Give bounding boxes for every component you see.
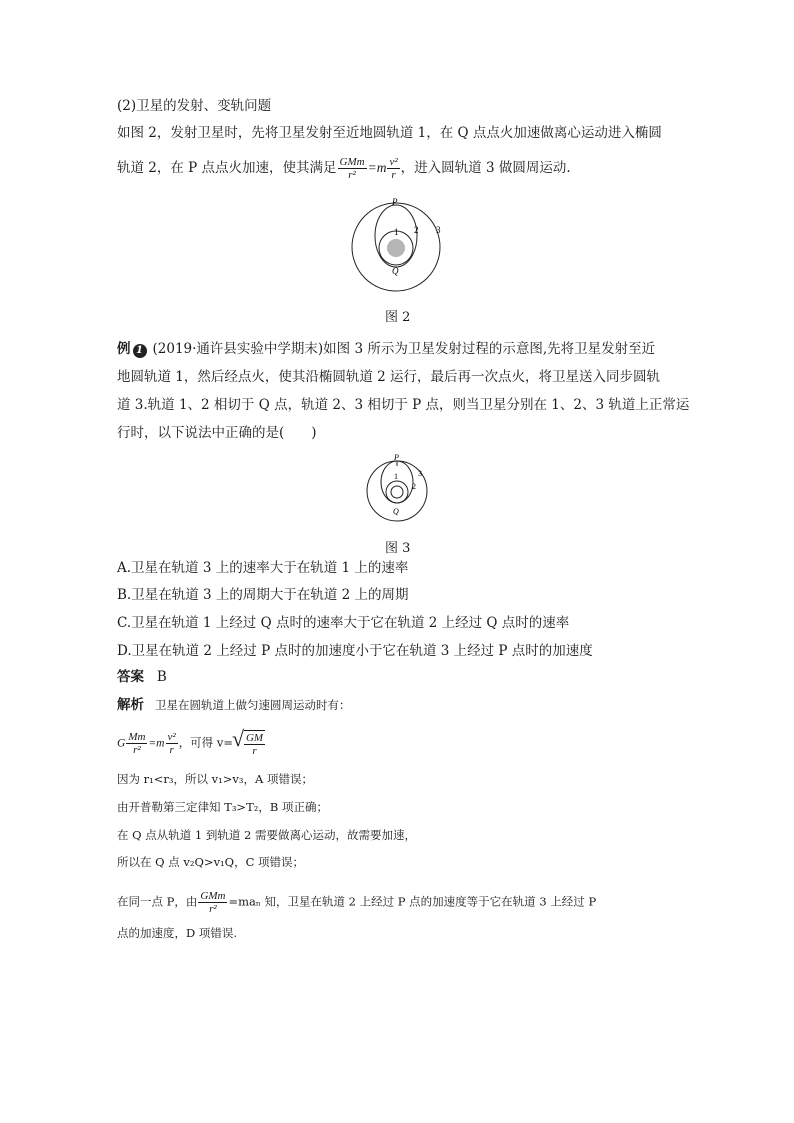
label-Q: Q <box>393 507 399 516</box>
label-1: 1 <box>394 227 399 237</box>
fraction-gmm-r2 <box>198 890 227 915</box>
example-line-2: 地圆轨道 1，然后经点火，使其沿椭圆轨道 2 运行，最后再一次点火，将卫星送入同步圆轨 <box>117 369 661 385</box>
example-number-badge: 1 <box>133 344 147 358</box>
intro-line-2 <box>117 156 571 181</box>
eq-mid: ，可得 v= <box>178 735 233 750</box>
frac-denominator: r <box>169 744 174 756</box>
fraction-v2-r <box>166 731 178 756</box>
label-1: 1 <box>394 472 398 481</box>
example-label: 例 <box>117 341 131 357</box>
section-title: (2)卫星的发射、变轨问题 <box>117 98 272 114</box>
intro-line-1: 如图 2，发射卫星时，先将卫星发射至近地圆轨道 1，在 Q 点点火加速做离心运动进入椭圆 <box>117 125 662 141</box>
analysis-line-7 <box>117 890 596 915</box>
eq-m: =m <box>148 737 165 750</box>
label-3: 3 <box>418 469 422 478</box>
label-P: P <box>394 453 399 462</box>
label-2: 2 <box>414 225 419 235</box>
fraction-mm-r2 <box>126 731 147 756</box>
fraction-v2-r <box>387 156 399 181</box>
answer <box>117 671 167 685</box>
example-line-4: 行时，以下说法中正确的是( ) <box>117 425 317 441</box>
eq-m: =m <box>367 160 387 175</box>
frac-numerator: GMm <box>200 890 226 902</box>
option-c: C.卫星在轨道 1 上经过 Q 点时的速率大于它在轨道 2 上经过 Q 点时的速率 <box>117 615 570 631</box>
analysis-line-7-text: 在同一点 P，由 <box>117 894 198 909</box>
option-d: D.卫星在轨道 2 上经过 P 点时的加速度小于它在轨道 3 上经过 P 点时的加速度 <box>117 643 593 659</box>
eq-G: G <box>117 737 126 750</box>
frac-numerator: GMm <box>339 156 365 168</box>
frac-numerator: v² <box>167 731 176 743</box>
label-2: 2 <box>412 482 416 491</box>
intro-line-2-text: 轨道 2，在 P 点点火加速，使其满足 <box>117 160 337 176</box>
frac-denominator: r² <box>209 903 217 915</box>
figure-2-diagram <box>345 195 455 295</box>
orbit-2-ellipse <box>381 461 413 503</box>
label-Q: Q <box>392 266 399 276</box>
option-b: B.卫星在轨道 3 上的周期大于在轨道 2 上的周期 <box>117 587 409 603</box>
analysis-equation <box>117 730 266 757</box>
analysis-line-7-eq: =maₙ 知，卫星在轨道 2 上经过 P 点的加速度等于它在轨道 3 上经过 P <box>228 894 597 909</box>
frac-numerator: v² <box>389 156 398 168</box>
frac-denominator: r <box>391 169 396 181</box>
analysis-line-3: 因为 r₁<r₃，所以 v₁>v₃，A 项错误； <box>117 772 313 786</box>
frac-numerator: √ GM <box>245 732 264 744</box>
figure-2-caption: 图 2 <box>385 310 411 325</box>
analysis-text: 卫星在圆轨道上做匀速圆周运动时有： <box>154 698 351 712</box>
analysis-label: 解析 <box>117 697 144 713</box>
analysis-line-8: 点的加速度，D 项错误. <box>117 926 238 940</box>
label-3: 3 <box>436 225 441 235</box>
frac-numerator: Mm <box>128 731 146 743</box>
example-line-3: 道 3.轨道 1、2 相切于 Q 点，轨道 2、3 相切于 P 点，则当卫星分别在 1、2、3 轨道上正常运 <box>117 397 690 413</box>
example-text: (2019·通许县实验中学期末)如图 3 所示为卫星发射过程的示意图,先将卫星发射至近 <box>152 341 656 357</box>
analysis-line-1 <box>117 699 350 713</box>
frac-denominator: r <box>252 745 257 757</box>
analysis-line-4: 由开普勒第三定律知 T₃>T₂，B 项正确； <box>117 800 328 814</box>
earth-circle <box>387 239 405 257</box>
option-a: A.卫星在轨道 3 上的速率大于在轨道 1 上的速率 <box>117 560 409 576</box>
figure-3-caption: 图 3 <box>385 541 411 556</box>
analysis-line-5: 在 Q 点从轨道 1 到轨道 2 需要做离心运动，故需要加速， <box>117 828 416 842</box>
frac-denominator: r² <box>133 744 141 756</box>
figure-3-diagram <box>360 452 440 524</box>
frac-denominator: r² <box>348 169 356 181</box>
fraction-gmm-r2 <box>338 156 367 181</box>
label-P: P <box>392 197 398 207</box>
answer-value: B <box>156 669 167 685</box>
example-line-1 <box>117 343 655 358</box>
intro-line-2-end: ，进入圆轨道 3 做圆周运动. <box>400 160 571 176</box>
sqrt-gm-r <box>233 730 266 757</box>
orbit-1-circle <box>386 481 408 503</box>
analysis-line-6: 所以在 Q 点 v₂Q>v₁Q，C 项错误； <box>117 855 305 869</box>
earth-circle <box>391 486 403 498</box>
answer-label: 答案 <box>117 669 144 685</box>
